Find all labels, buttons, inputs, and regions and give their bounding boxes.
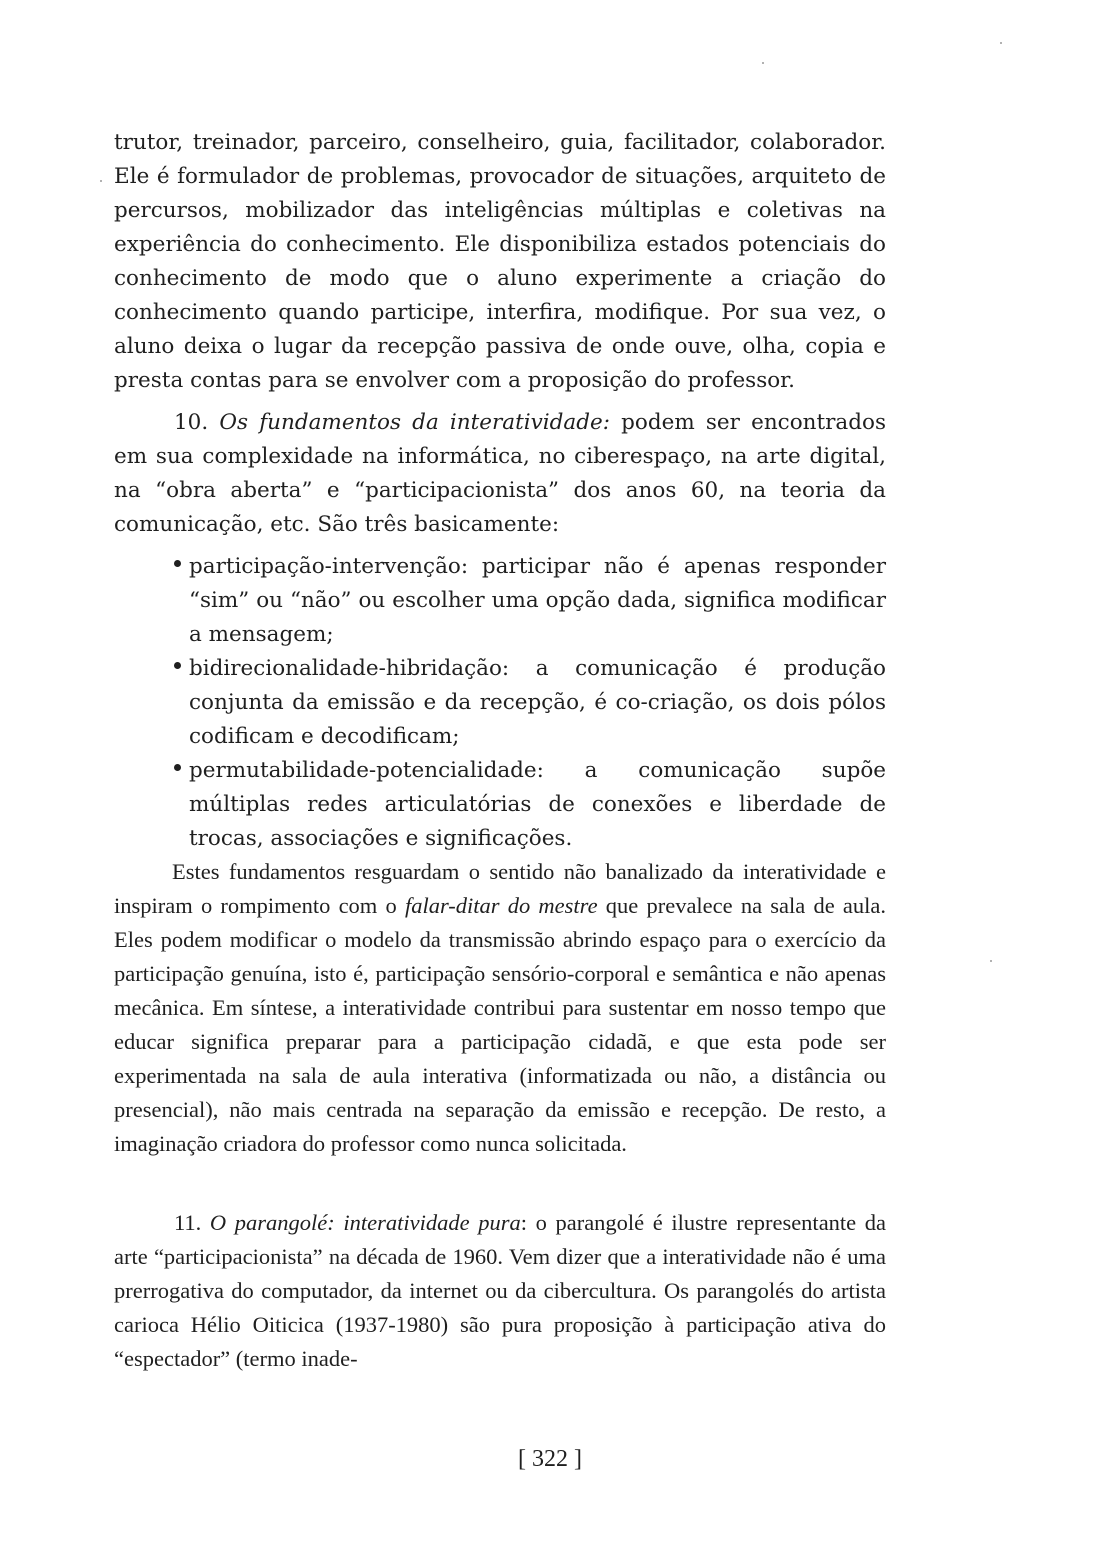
paragraph-text: Estes fundamentos resguardam o sentido não banalizado da interatividade e inspiram o rompimento com o	[114, 859, 886, 918]
scan-speck	[990, 960, 992, 962]
page-number: [ 322 ]	[518, 1446, 582, 1472]
bullet-icon	[174, 764, 181, 771]
continued-paragraph	[114, 126, 886, 398]
item-10-paragraph	[114, 406, 886, 542]
bullet-icon	[174, 662, 181, 669]
list-item-text: bidirecionalidade-hibridação: a comunicação é produção conjunta da emissão e da recepção, é co-criação, os dois pólos codificam e decodificam;	[189, 656, 886, 749]
scan-speck	[1000, 42, 1002, 44]
list-item-text: permutabilidade-potencialidade: a comunicação supõe múltiplas redes articulatórias de conexões e liberdade de trocas, associações e significações.	[189, 758, 886, 851]
paragraph-text: trutor, treinador, parceiro, conselheiro, guia, facilitador, colaborador. Ele é formulador de problemas, provocador de situações, arquiteto de percursos, mobilizador das inteligências múltiplas e coletivas na experiência do conhecimento. Ele disponibiliza estados potenciais do conhecimento de modo que o aluno experimente a criação do conhecimento quando participe, interfira, modifique. Por sua vez, o aluno deixa o lugar da recepção passiva de onde ouve, olha, copia e presta contas para se envolver com a proposição do professor.	[114, 130, 886, 393]
list-item	[172, 550, 886, 652]
emphasis-text: falar-ditar do mestre	[404, 893, 598, 918]
fundamentals-list	[172, 550, 886, 856]
item-title: O parangolé: interatividade pura	[209, 1210, 521, 1235]
item-number: 10.	[174, 410, 209, 435]
bullet-icon	[174, 560, 181, 567]
scan-speck	[762, 62, 764, 64]
item-11-paragraph	[114, 1206, 886, 1376]
list-item	[172, 652, 886, 754]
item-number: 11.	[174, 1210, 202, 1235]
paragraph-text: que prevalece na sala de aula. Eles podem modificar o modelo da transmissão abrindo espaço para o exercício da participação genuína, isto é, participação sensório-corporal e semântica e não apenas mecânica. Em síntese, a interatividade contribui para sustentar em nosso tempo que educar significa preparar para a participação cidadã, e que esta pode ser experimentada na sala de aula interativa (informatizada ou não, a distância ou presencial), não mais centrada na separação da emissão e recepção. De resto, a imaginação criadora do professor como nunca solicitada.	[114, 893, 886, 1156]
list-item	[172, 754, 886, 856]
item-text: : o parangolé é ilustre representante da arte “participacionista” na década de 1960. Vem dizer que a interatividade não é uma prerrogativa do computador, da internet ou da cibercultura. Os parangolés do artista carioca Hélio Oiticica (1937-1980) são pura proposição à participação ativa do “espectador” (termo inade-	[114, 1210, 887, 1371]
fundamentals-paragraph	[114, 855, 886, 1161]
list-item-text: participação-intervenção: participar não é apenas responder “sim” ou “não” ou escolher uma opção dada, significa modificar a mensagem;	[189, 554, 886, 647]
scan-speck	[100, 180, 102, 182]
item-text: podem ser encontrados em sua complexidade na informática, no ciberespaço, na arte digital, na “obra aberta” e “participacionista” dos anos 60, na teoria da comunicação, etc. São três basicamente:	[114, 410, 886, 537]
item-title: Os fundamentos da interatividade:	[219, 410, 610, 435]
